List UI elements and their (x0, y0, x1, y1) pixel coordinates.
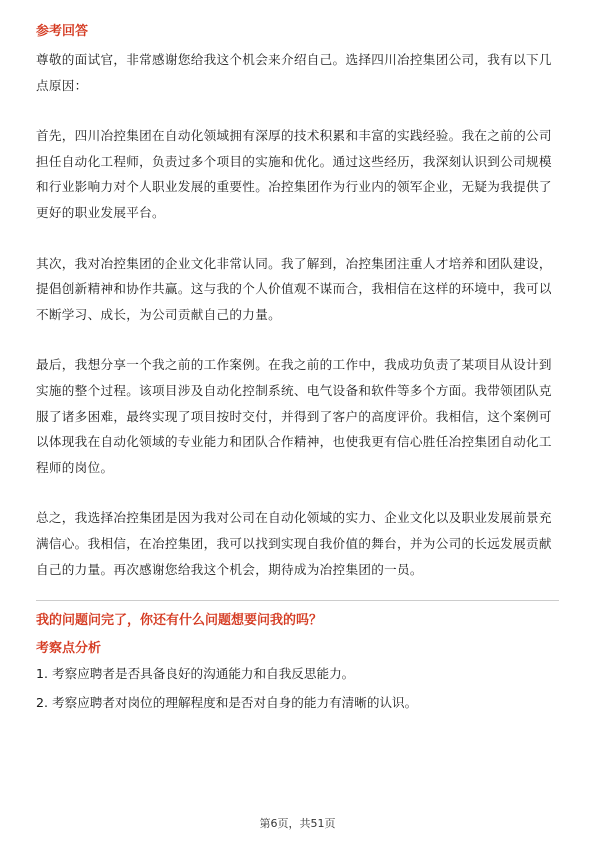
page-footer: 第6页，共51页 (259, 817, 336, 830)
question-heading: 我的问题问完了，你还有什么问题想要问我的吗？ (36, 613, 323, 629)
paragraph-conclusion: 总之，我选择冶控集团是因为我对公司在自动化领域的实力、企业文化以及职业发展前景充满信心。我相信，在冶控集团，我可以找到实现自我价值的舞台，并为公司的长远发展贡献自己的力量。再次感谢您给我这个机会，期待成为冶控集团的一员。 (36, 510, 552, 577)
paragraph-last: 最后，我想分享一个我之前的工作案例。在我之前的工作中，我成功负责了某项目从设计到实施的整个过程。该项目涉及自动化控制系统、电气设备和软件等多个方面。我带领团队克服了诸多困难，最终实现了项目按时交付，并得到了客户的高度评价。我相信，这个案例可以体现我在自动化领域的专业能力和团队合作精神，也使我更有信心胜任冶控集团自动化工程师的岗位。 (36, 357, 552, 475)
paragraph-first: 首先，四川冶控集团在自动化领域拥有深厚的技术积累和丰富的实践经验。我在之前的公司担任自动化工程师，负责过多个项目的实施和优化。通过这些经历，我深刻认识到公司规模和行业影响力对个人职业发展的重要性。冶控集团作为行业内的领军企业，无疑为我提供了更好的职业发展平台。 (36, 128, 552, 220)
analysis-item: 1. 考察应聘者是否具备良好的沟通能力和自我反思能力。 (36, 666, 355, 682)
analysis-item: 2. 考察应聘者对岗位的理解程度和是否对自身的能力有清晰的认识。 (36, 695, 418, 711)
document-page (36, 22, 559, 715)
paragraph-second: 其次，我对冶控集团的企业文化非常认同。我了解到，冶控集团注重人才培养和团队建设，提倡创新精神和协作共赢。这与我的个人价值观不谋而合，我相信在这样的环境中，我可以不断学习、成长，为公司贡献自己的力量。 (36, 255, 552, 322)
analysis-heading: 考察点分析 (36, 641, 102, 657)
answer-heading: 参考回答 (36, 24, 89, 39)
intro-paragraph: 尊敬的面试官，非常感谢您给我这个机会来介绍自己。选择四川冶控集团公司，我有以下几点原因： (36, 52, 552, 93)
section-divider (36, 600, 559, 601)
